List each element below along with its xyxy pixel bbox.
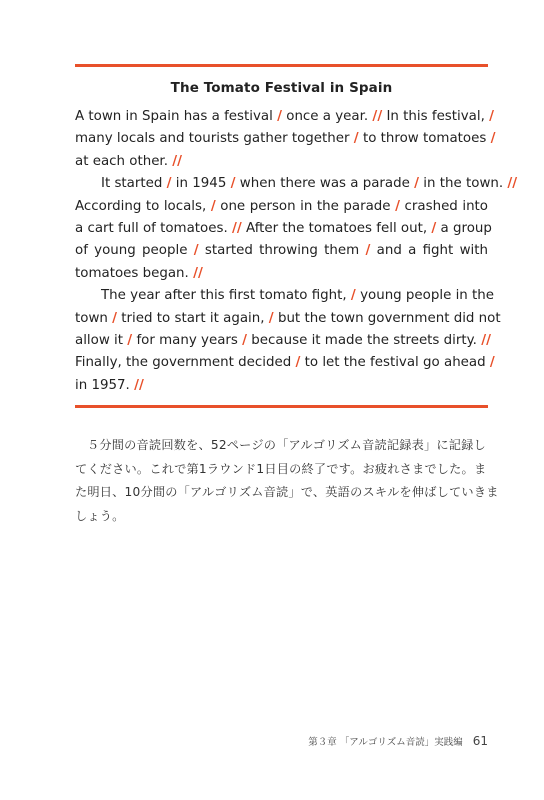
phrase-break-marker: / <box>353 131 359 147</box>
passage-text: once a year. <box>282 109 373 124</box>
passage-line <box>75 330 491 352</box>
passage-line <box>75 196 488 218</box>
japanese-instructions <box>75 434 499 528</box>
passage-text: It started <box>101 176 167 192</box>
passage-text: and a fight with <box>370 243 488 259</box>
passage-text: Finally, the government decided <box>75 355 296 371</box>
sentence-break-marker: // <box>172 153 183 169</box>
top-divider <box>75 64 488 67</box>
passage-text: young people in the <box>355 288 495 304</box>
passage-text: tried to start it again, <box>117 310 269 326</box>
phrase-break-marker: / <box>489 355 495 371</box>
passage-line <box>75 352 495 374</box>
phrase-break-marker: / <box>193 243 199 259</box>
phrase-break-marker: / <box>431 221 437 237</box>
instruction-line: ５分間の音読回数を、52ページの「アルゴリズム音読記録表」に記録し <box>87 438 486 452</box>
passage-text: of young people <box>75 243 194 259</box>
phrase-break-marker: / <box>365 243 371 259</box>
passage-line <box>75 375 488 397</box>
phrase-break-marker: / <box>295 355 301 371</box>
phrase-break-marker: / <box>268 310 274 326</box>
passage-text: to let the festival go ahead <box>300 355 490 371</box>
passage-line <box>75 173 518 195</box>
phrase-break-marker: / <box>350 288 356 304</box>
sentence-break-marker: // <box>507 176 518 192</box>
page-number: 61 <box>472 734 488 748</box>
passage-text: In this festival, <box>382 109 490 124</box>
passage-text: tomatoes began. <box>75 265 194 281</box>
passage-text: crashed into <box>400 198 488 214</box>
sentence-break-marker: // <box>481 333 491 349</box>
sentence-break-marker: // <box>231 221 242 237</box>
passage-text: a group <box>436 221 492 237</box>
passage-text: After the tomatoes fell out, <box>241 221 432 237</box>
passage-text: to throw tomatoes <box>358 131 491 147</box>
instruction-line: てください。これで第1ラウンド1日目の終了です。お疲れさまでした。ま <box>75 461 487 476</box>
passage-text: for many years <box>132 333 243 349</box>
chapter-title: 第３章 「アルゴリズム音読」実践編 <box>308 737 463 748</box>
passage-text: allow it <box>75 333 128 349</box>
phrase-break-marker: / <box>395 198 400 214</box>
passage-line <box>75 285 495 307</box>
passage-text: at each other. <box>75 153 173 169</box>
passage-line <box>75 263 488 285</box>
phrase-break-marker: / <box>489 109 495 124</box>
passage-text: A town in Spain has a festival <box>75 109 278 124</box>
bottom-divider <box>75 405 488 408</box>
passage-text: because it made the streets dirty. <box>247 333 482 349</box>
passage-paragraph <box>75 106 496 173</box>
passage-text: but the town government did not <box>273 310 501 326</box>
passage-line <box>75 151 488 173</box>
phrase-break-marker: / <box>230 176 236 192</box>
phrase-break-marker: / <box>414 176 420 192</box>
phrase-break-marker: / <box>112 310 118 326</box>
passage-text: one person in the parade <box>215 198 396 214</box>
passage-text: in the town. <box>419 176 508 192</box>
passage-line <box>75 308 501 330</box>
passage-line <box>75 128 496 150</box>
passage-title: The Tomato Festival in Spain <box>170 80 393 96</box>
passage-paragraph <box>75 285 501 397</box>
passage-line <box>75 218 492 240</box>
passage-text: According to locals, <box>75 198 211 214</box>
english-passage <box>75 70 518 397</box>
passage-text: many locals and tourists gather together <box>75 131 354 147</box>
phrase-break-marker: / <box>166 176 172 192</box>
passage-text: in 1957. <box>75 377 135 393</box>
phrase-break-marker: / <box>242 333 248 349</box>
passage-text: started throwing them <box>198 243 366 259</box>
sentence-break-marker: // <box>193 265 203 281</box>
phrase-break-marker: / <box>490 131 496 147</box>
passage-body <box>75 106 518 397</box>
instruction-line: しょう。 <box>75 508 125 523</box>
passage-line <box>75 240 488 262</box>
phrase-break-marker: / <box>277 109 282 124</box>
phrase-break-marker: / <box>210 198 216 214</box>
sentence-break-marker: // <box>134 377 144 393</box>
phrase-break-marker: / <box>127 333 133 349</box>
passage-text: a cart full of tomatoes. <box>75 221 232 237</box>
passage-paragraph <box>75 173 518 285</box>
page-footer <box>308 734 488 748</box>
passage-text: in 1945 <box>171 176 231 192</box>
instruction-line: た明日、10分間の「アルゴリズム音読」で、英語のスキルを伸ばしていきま <box>75 485 499 499</box>
passage-text: when there was a parade <box>235 176 415 192</box>
passage-text: town <box>75 310 113 326</box>
passage-text: The year after this first tomato fight, <box>101 288 351 304</box>
passage-line <box>75 106 495 128</box>
sentence-break-marker: // <box>372 109 383 124</box>
